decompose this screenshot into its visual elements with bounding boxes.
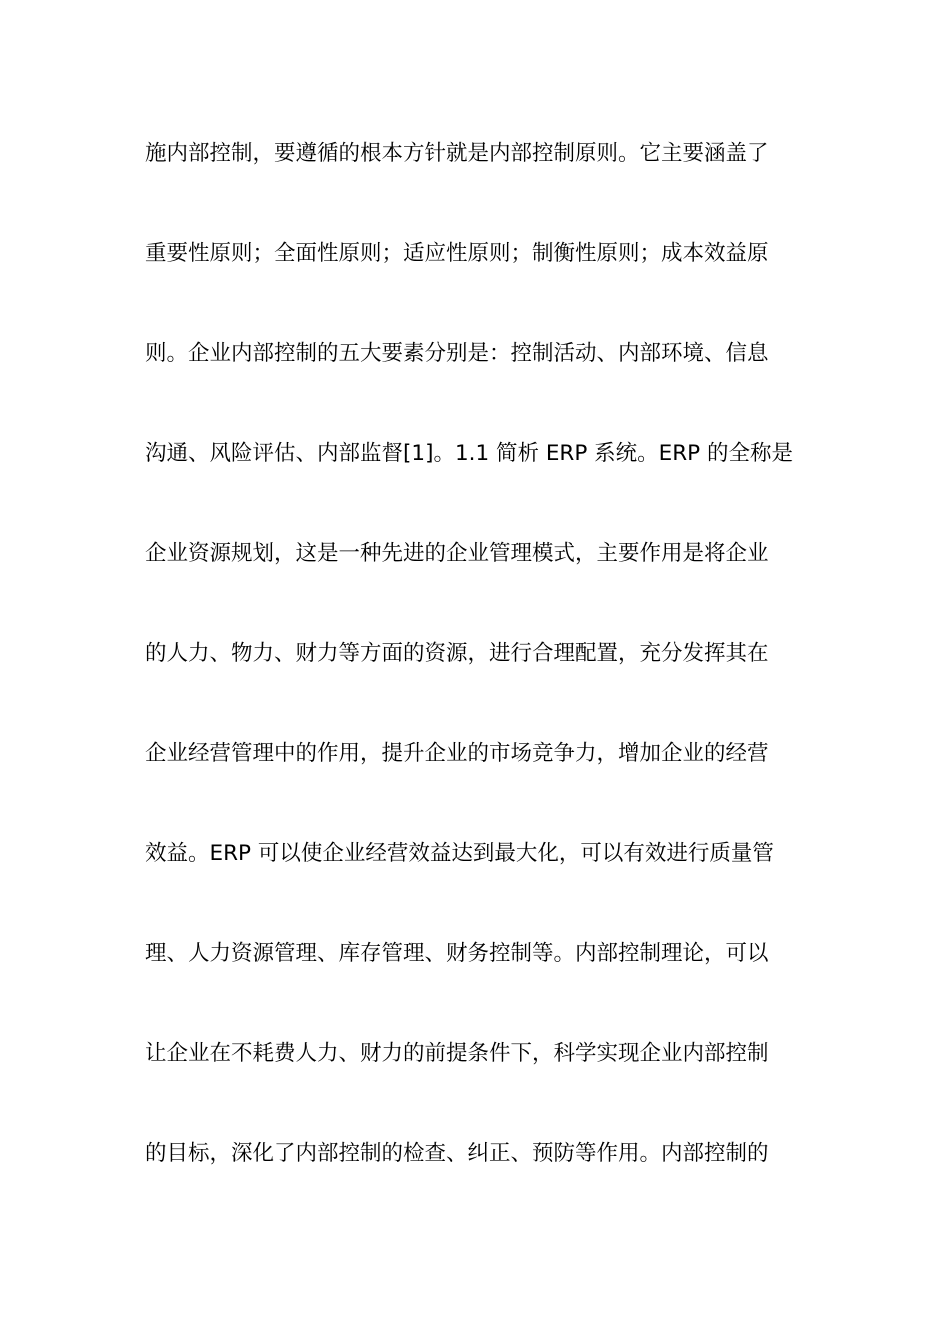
text-line: 理、人力资源管理、库存管理、财务控制等。内部控制理论，可以 <box>145 941 769 966</box>
body-text <box>145 128 815 1228</box>
text-line: 重要性原则；全面性原则；适应性原则；制衡性原则；成本效益原 <box>145 241 769 266</box>
text-line: 企业资源规划，这是一种先进的企业管理模式，主要作用是将企业 <box>145 541 769 566</box>
text-line: 施内部控制，要遵循的根本方针就是内部控制原则。它主要涵盖了 <box>145 141 769 166</box>
text-line: 沟通、风险评估、内部监督[1]。1.1 简析 ERP 系统。ERP 的全称是 <box>145 441 793 466</box>
text-line: 则。企业内部控制的五大要素分别是：控制活动、内部环境、信息 <box>145 341 769 366</box>
text-line: 让企业在不耗费人力、财力的前提条件下，科学实现企业内部控制 <box>145 1041 769 1066</box>
text-line: 的人力、物力、财力等方面的资源，进行合理配置，充分发挥其在 <box>145 641 769 666</box>
text-line: 企业经营管理中的作用，提升企业的市场竞争力，增加企业的经营 <box>145 741 769 766</box>
text-line: 的目标，深化了内部控制的检查、纠正、预防等作用。内部控制的 <box>145 1141 769 1166</box>
text-line: 效益。ERP 可以使企业经营效益达到最大化，可以有效进行质量管 <box>145 841 774 866</box>
